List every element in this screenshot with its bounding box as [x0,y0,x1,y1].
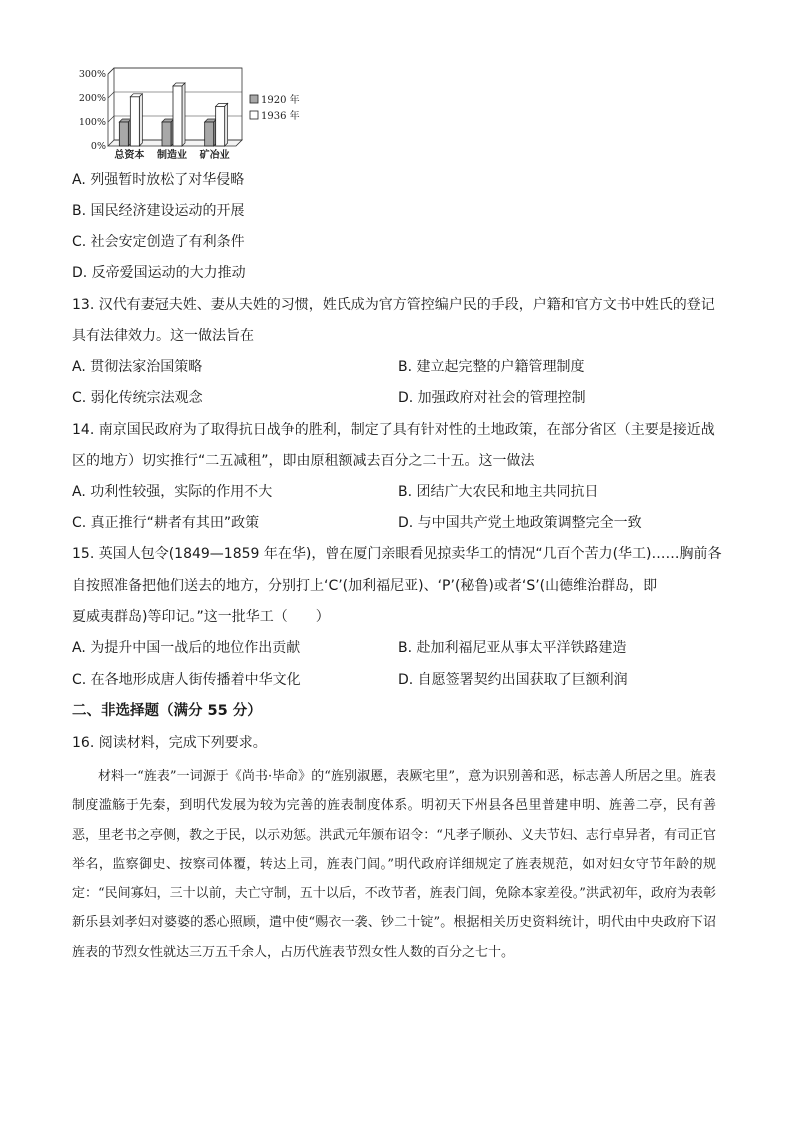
q15-option-b: B. 赴加利福尼亚从事太平洋铁路建造 [398,640,627,656]
bar [216,106,225,146]
q12-option-a: A. 列强暂时放松了对华侵略 [72,172,245,188]
section2-title: 二、非选择题（满分 55 分） [72,703,262,719]
gridline-diagonal [108,68,114,74]
legend-swatch [250,111,258,119]
q14-stem-line1: 14. 南京国民政府为了取得抗日战争的胜利，制定了具有针对性的土地政策，在部分省区（主要是接近战 [72,422,715,438]
x-tick-label: 矿冶业 [199,150,230,161]
q13-stem-line1: 13. 汉代有妻冠夫姓、妻从夫姓的习惯，姓氏成为官方管控编户民的手段，户籍和官方文书中姓氏的登记 [72,297,715,313]
q13-option-d: D. 加强政府对社会的管理控制 [398,390,586,406]
gridline-diagonal [108,92,114,98]
material-block [72,762,716,967]
q15-option-a: A. 为提升中国一战后的地位作出贡献 [72,640,301,656]
chart-canvas [70,62,300,162]
q14-option-d: D. 与中国共产党土地政策调整完全一致 [398,515,642,531]
x-tick-label: 总资本 [114,150,145,161]
y-tick-label: 100% [78,117,106,128]
y-tick-label: 0% [90,141,106,152]
bar [162,122,171,146]
q13-option-a: A. 贯彻法家治国策略 [72,359,203,375]
q13-option-c: C. 弱化传统宗法观念 [72,390,203,406]
x-tick-label: 制造业 [157,150,187,161]
bar [205,122,214,146]
q15-stem-line1: 15. 英国人包令(1849—1859 年在华)，曾在厦门亲眼看见掠卖华工的情况“几百个苦力(华工)……胸前各 [72,546,722,562]
q15-stem-line3: 夏威夷群岛)等印记。”这一批华工（ ） [72,609,330,625]
q15-option-d: D. 自愿签署契约出国获取了巨额利润 [398,672,628,688]
legend-label: 1936 年 [261,111,300,122]
q13-stem-line2: 具有法律效力。这一做法旨在 [72,328,254,344]
q14-option-a: A. 功利性较强，实际的作用不大 [72,484,273,500]
bar-chart [70,62,300,162]
q14-option-b: B. 团结广大农民和地主共同抗日 [398,484,599,500]
q15-stem-line2: 自按照准备把他们送去的地方，分别打上‘C’(加利福尼亚)、‘P’(秘鲁)或者‘S’(山德维治群岛，即 [72,578,658,594]
y-tick-label: 300% [78,69,106,80]
material1-text: 材料一“旌表”一词源于《尚书·毕命》的“旌别淑慝，表厥宅里”，意为识别善和恶，标志善人所居之里。旌表制度滥觞于先秦，到明代发展为较为完善的旌表制度体系。明初天下州县各邑里普建申明、旌善二亭，民有善恶，里老书之亭侧，教之于民，以示劝惩。洪武元年颁布诏令：“凡孝子顺孙、义夫节妇、志行卓异者，有司正官举名，监察御史、按察司体覆，转达上司，旌表门闾。”明代政府详细规定了旌表规范，如对妇女守节年龄的规定：“民间寡妇，三十以前，夫亡守制，五十以后，不改节者，旌表门闾，免除本家差役。”洪武初年，政府为表彰新乐县刘孝妇对婆婆的悉心照顾，遣中使“赐衣一袭、钞二十锭”。根据相关历史资料统计，明代由中央政府下诏旌表的节烈女性就达三万五千余人，占历代旌表节烈女性人数的百分之七十。 [72,769,716,960]
gridline-diagonal [108,116,114,122]
bar [119,122,128,146]
q12-option-c: C. 社会安定创造了有利条件 [72,234,245,250]
legend-label: 1920 年 [261,95,300,106]
legend-swatch [250,95,258,103]
q13-option-b: B. 建立起完整的户籍管理制度 [398,359,585,375]
bar-side [139,94,142,146]
q15-option-c: C. 在各地形成唐人街传播着中华文化 [72,672,301,688]
bar [130,97,139,146]
bar [173,86,182,146]
y-tick-label: 200% [78,93,106,104]
q16-stem: 16. 阅读材料，完成下列要求。 [72,735,267,751]
q12-option-b: B. 国民经济建设运动的开展 [72,203,245,219]
q14-option-c: C. 真正推行“耕者有其田”政策 [72,515,260,531]
q12-option-d: D. 反帝爱国运动的大力推动 [72,265,246,281]
bar-side [182,83,185,146]
q14-stem-line2: 区的地方）切实推行“二五减租”，即由原租额减去百分之二十五。这一做法 [72,453,535,469]
bar-side [225,103,228,146]
